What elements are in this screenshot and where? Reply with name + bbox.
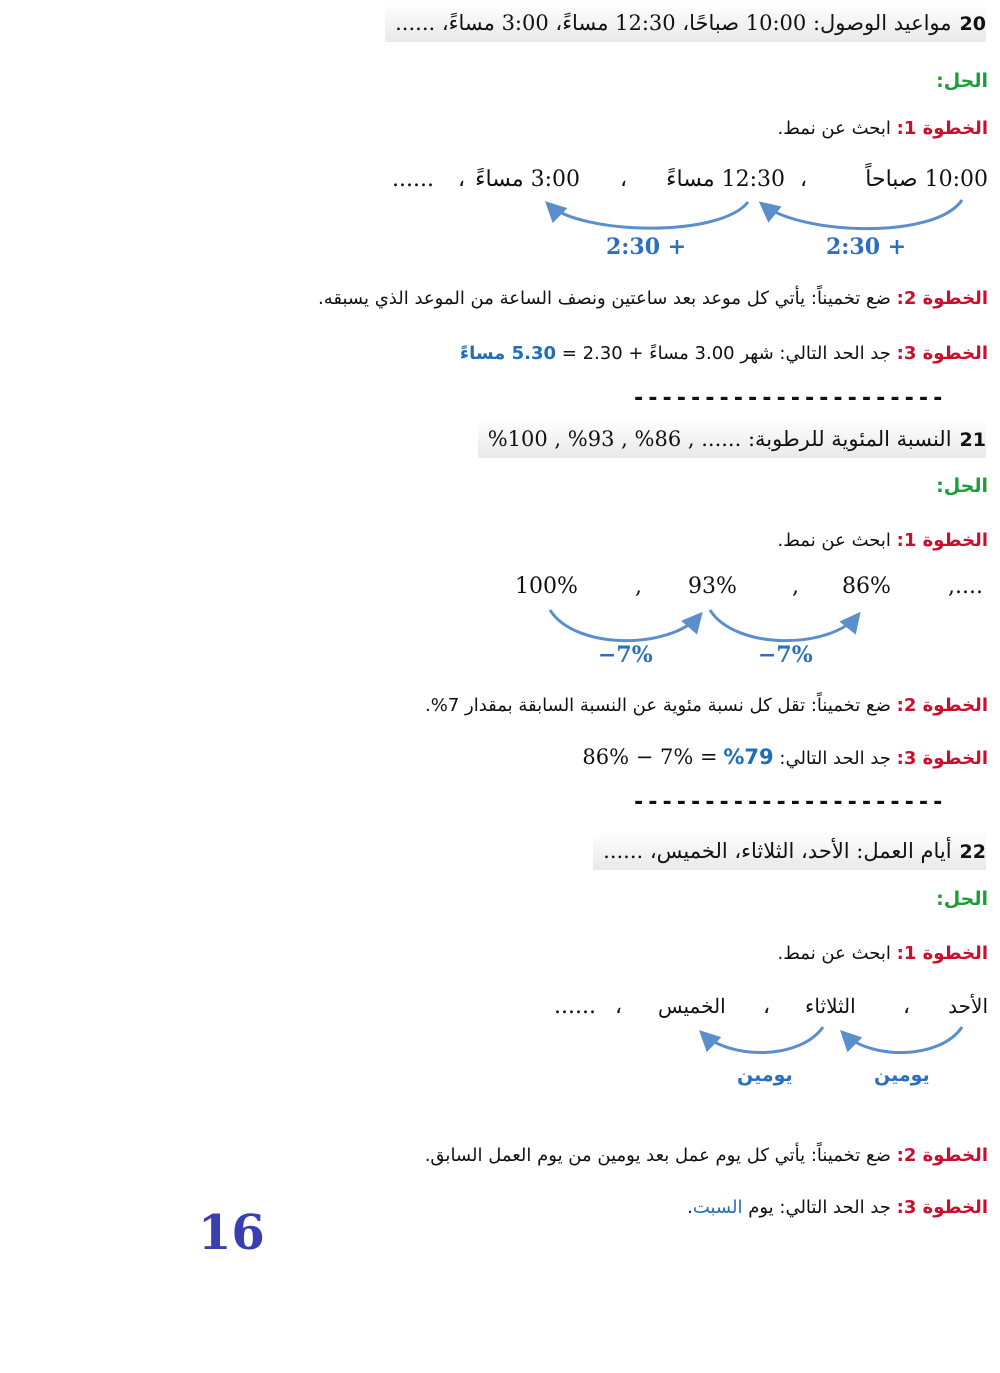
solution-label: الحل:: [936, 888, 988, 910]
answer: السبت: [692, 1197, 743, 1218]
step-label: الخطوة 1:: [896, 118, 988, 139]
sequence-term: 12:30 مساءً: [666, 167, 785, 192]
step-text: جد الحد التالي:: [779, 748, 891, 769]
arrow-curve: [548, 202, 748, 228]
solution-label: الحل:: [936, 475, 988, 497]
step-label: الخطوة 2:: [896, 1145, 988, 1166]
step-label: الخطوة 3:: [896, 748, 988, 769]
sequence-term: الخميس: [658, 994, 726, 1018]
step-label: الخطوة 1:: [896, 530, 988, 551]
sequence-term: الأحد: [948, 994, 988, 1018]
sequence-term: ......: [554, 994, 596, 1019]
step-label: الخطوة 1:: [896, 943, 988, 964]
sequence-separator: ,: [635, 574, 642, 599]
arrow-curve: [843, 1027, 962, 1053]
arrow-label: يومين: [737, 1064, 793, 1086]
divider: ----------------------: [632, 790, 946, 815]
page-number: 16: [198, 1205, 265, 1261]
problem-text: أيام العمل: الأحد، الثلاثاء، الخميس، ......: [603, 839, 952, 863]
step-expression: 86% − 7% =: [582, 745, 718, 769]
problem-number: 20: [959, 13, 986, 35]
sequence-term: 3:00 مساءً: [475, 167, 580, 192]
sequence-separator: ،: [620, 167, 628, 192]
problem-text: مواعيد الوصول: 10:00 صباحًا، 12:30 مساءً، 3:00 مساءً، ......: [395, 11, 952, 35]
answer: 79%: [723, 745, 774, 769]
step-text: جد الحد التالي: يوم: [742, 1197, 891, 1218]
sequence-term: 86%: [842, 574, 891, 599]
sequence-term: 100%: [515, 574, 578, 599]
arrow-curve: [550, 610, 700, 641]
sequence-term: 10:00 صباحاً: [865, 167, 988, 192]
answer: 5.30 مساءً: [459, 343, 557, 364]
step-text: ابحث عن نمط.: [777, 530, 891, 551]
step-text: ضع تخميناً: تقل كل نسبة مئوية عن النسبة السابقة بمقدار 7%.: [425, 695, 891, 716]
arrow-label: −7%: [598, 642, 653, 668]
sequence-separator: ،: [800, 167, 808, 192]
sequence-separator: ,: [792, 574, 799, 599]
divider: ----------------------: [632, 386, 946, 411]
sequence-term: 93%: [688, 574, 737, 599]
sequence-term: ......: [392, 167, 434, 192]
problem-number: 21: [959, 429, 986, 451]
arrow-label: −7%: [758, 642, 813, 668]
arrow-curve: [762, 200, 962, 229]
arrow-curve: [710, 610, 858, 641]
step-text: ضع تخميناً: يأتي كل موعد بعد ساعتين ونصف الساعة من الموعد الذي يسبقه.: [318, 288, 891, 309]
sequence-separator: ،: [615, 994, 623, 1019]
problem-number: 22: [959, 841, 986, 863]
step-text: جد الحد التالي: شهر 3.00 مساءً + 2.30 =: [556, 343, 891, 364]
sequence-separator: ،: [763, 994, 771, 1019]
arrow-curve: [702, 1027, 823, 1053]
step-label: الخطوة 3:: [896, 343, 988, 364]
arrow-label: 2:30 +: [606, 234, 687, 260]
sequence-term: ,....: [948, 574, 983, 599]
sequence-separator: ،: [903, 994, 911, 1019]
problem-text: النسبة المئوية للرطوبة: ...... , 86% , 93% , 100%: [487, 427, 952, 451]
arrow-label: يومين: [874, 1064, 930, 1086]
step-end: .: [687, 1197, 693, 1218]
step-label: الخطوة 3:: [896, 1197, 988, 1218]
sequence-term: الثلاثاء: [805, 994, 856, 1018]
step-label: الخطوة 2:: [896, 288, 988, 309]
step-label: الخطوة 2:: [896, 695, 988, 716]
step-text: ابحث عن نمط.: [777, 118, 891, 139]
step-text: ابحث عن نمط.: [777, 943, 891, 964]
solution-label: الحل:: [936, 70, 988, 92]
arrow-label: 2:30 +: [826, 234, 907, 260]
step-text: ضع تخميناً: يأتي كل يوم عمل بعد يومين من يوم العمل السابق.: [424, 1145, 891, 1166]
sequence-separator: ،: [458, 167, 466, 192]
